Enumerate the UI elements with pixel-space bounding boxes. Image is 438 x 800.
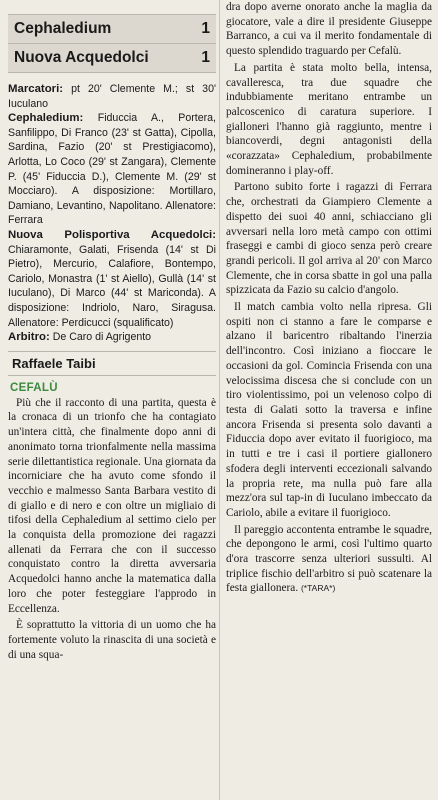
home-lineup-label: Cephaledium: bbox=[8, 112, 84, 125]
scorers-text: pt 20' Clemente M.; st 30' Iuculano bbox=[8, 83, 216, 110]
home-lineup bbox=[8, 111, 216, 228]
article-paragraph: Partono subito forte i ragazzi di Ferrara che, orchestrati da Giampiero Clemente a dispetto dei suoi 40 anni, schiacciano gli avversari nella loro metà campo con ottimi fraseggi e cambi di gioco senza però creare grandi pericoli. Il gol arriva al 20' con Marco Clemente, che in corsa sbatte in gol una palla spizzicata da Fazio su calcio d'angolo. bbox=[226, 181, 432, 297]
referee-label: Arbitro: bbox=[8, 331, 50, 344]
referee-text: De Caro di Agrigento bbox=[52, 331, 152, 344]
article-paragraph: Più che il racconto di una partita, questa è la cronaca di un trionfo che ha contagiato un'intera città, che finalmente dopo anni di anonimato torna trionfalmente nella massima serie dilettantistica regionale. Una giornata da incorniciare che ha avuto come sfondo il vecchio e malmesso Santa Barbara vestito di di giallo e di nero e con oltre un migliaio di tifosi della Cephaledium al settimo cielo per la conquista della promozione dei ragazzi allenati da Ferrara che con il successo conquistato contro la diretta avversaria Acquedolci hanno anche la matematica dalla loro che poter festeggiare l'approdo in Eccellenza. bbox=[8, 396, 216, 615]
home-lineup-text: Fiduccia A., Portera, Sanfilippo, Di Franco (23' st Gatta), Cipolla, Sardina, Fazio (20' st Prestigiacomo), Arlotta, Lo Coco (29' st Zangara), Clemente P. (45' Fiduccia D.), Clemente M. (29' st Mocciaro). A disposizione: Mortillaro, Damiano, Levantino, Napolitano. Allenatore: Ferrara bbox=[8, 112, 216, 227]
referee bbox=[8, 330, 216, 345]
away-lineup-text: Chiaramonte, Galati, Frisenda (14' st Di Pietro), Mercurio, Calafiore, Bontempo, Cariolo, Monastra (1' st Aiello), Gullà (14' st Iuculano), Di Marco (44' st Mariconda). A disposizione: Indriolo, Naro, Siragusa. Allenatore: Perdicucci (squalificato) bbox=[8, 243, 216, 329]
score-row-home bbox=[8, 15, 216, 43]
away-lineup bbox=[8, 228, 216, 330]
match-details bbox=[8, 82, 216, 345]
team-score: 1 bbox=[201, 20, 210, 37]
scorers-label: Marcatori: bbox=[8, 83, 64, 95]
score-row-away bbox=[8, 43, 216, 72]
article-paragraph: dra dopo averne onorato anche la maglia da giocatore, vale a dire il presidente Giuseppe Barranco, a cui va il merito fondamentale di questo splendido traguardo per Cefalù. bbox=[226, 1, 432, 58]
column-divider bbox=[219, 0, 220, 800]
article-body-left bbox=[8, 396, 216, 663]
right-column bbox=[226, 0, 432, 800]
article-paragraph: È soprattutto la vittoria di un uomo che ha fortemente voluto la rinascita di una società e di una squa- bbox=[8, 619, 216, 661]
article-body-right bbox=[226, 0, 432, 596]
scorers bbox=[8, 82, 216, 111]
article-paragraph: Il match cambia volto nella ripresa. Gli ospiti non ci stanno a fare le comparse e alzano il baricentro ribaltando l'inerzia dell'incontro. Così iniziano a fioccare le occasioni da gol. Comincia Frisenda con una velocissima discesa che si conclude con un tiro violentissimo, poi un velenoso colpo di testa di Galati sotto la traversa e infine ancora Frisenda si presenta solo davanti a Fiduccia dopo aver evitato il fuorigioco, ma in tutti e tre i casi il portiere giallonero sfodera degli interventi eccezionali salvando la propria rete, ma nulla può fare alla mezz'ora sul tap-in di Iuculano imbeccato da Cariolo, abile a evitare il fuorigioco. bbox=[226, 301, 432, 519]
article-paragraph-text: Il pareggio accontenta entrambe le squadre, che depongono le armi, così l'ultimo quarto d'ora trascorre senza ulteriori sussulti. Al triplice fischio dell'arbitro si può scatenare la festa giallonera. bbox=[226, 523, 432, 595]
team-score: 1 bbox=[201, 49, 210, 66]
team-name: Cephaledium bbox=[14, 20, 112, 37]
dateline-place: CEFALÙ bbox=[10, 381, 58, 394]
away-lineup-label: Nuova Polisportiva Acquedolci: bbox=[8, 228, 216, 241]
article-signature: (*TARA*) bbox=[300, 583, 336, 594]
scoreboard bbox=[8, 14, 216, 73]
article-paragraph-last bbox=[226, 523, 432, 597]
article-paragraph: La partita è stata molto bella, intensa, cavalleresca, tra due squadre che indubbiamente meritano entrambe un palcoscenico di caratura superiore. I gialloneri l'hanno già raggiunto, mentre i biancoverdi, degni antagonisti della «corazzata» Cephaledium, probabilmente domineranno i play-off. bbox=[226, 61, 432, 177]
team-name: Nuova Acquedolci bbox=[14, 49, 149, 66]
article-author: Raffaele Taibi bbox=[8, 351, 216, 376]
left-column bbox=[8, 0, 216, 800]
